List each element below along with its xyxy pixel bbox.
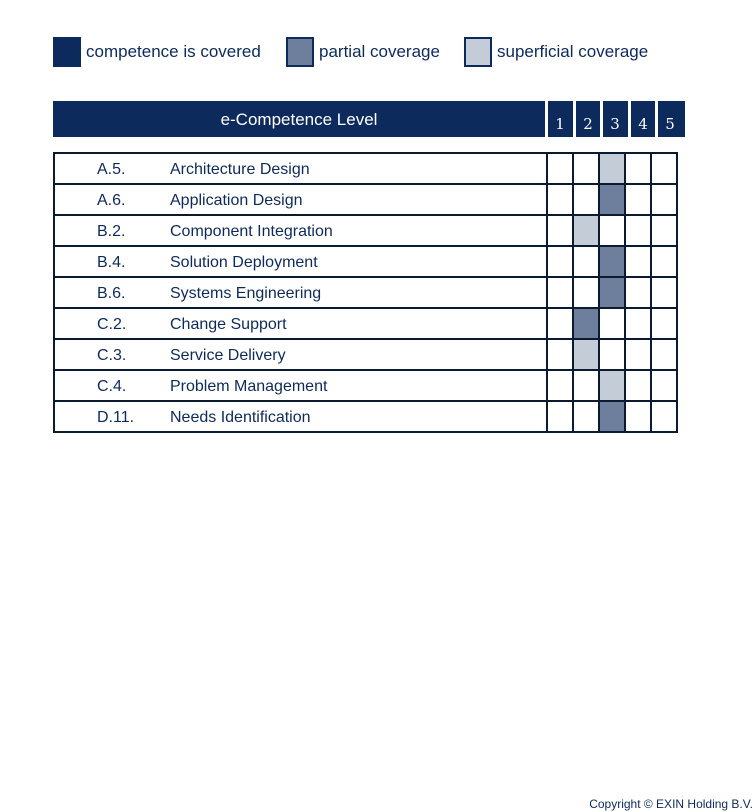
copyright-notice: Copyright © EXIN Holding B.V.	[589, 797, 753, 811]
table-row	[54, 401, 677, 432]
level-5-cell	[651, 215, 677, 246]
level-4-cell	[625, 277, 651, 308]
level-1-cell	[547, 215, 573, 246]
competence-name: Component Integration	[170, 223, 333, 240]
competence-table-body	[54, 153, 677, 432]
competence-name: Systems Engineering	[170, 285, 322, 302]
legend-item-superficial	[464, 35, 648, 69]
competence-code: C.4.	[97, 378, 127, 395]
competence-cell	[54, 308, 547, 339]
table-row	[54, 215, 677, 246]
level-4-cell	[625, 246, 651, 277]
table-row	[54, 246, 677, 277]
competence-name: Change Support	[170, 316, 287, 333]
level-2-cell	[573, 339, 599, 370]
legend-label-superficial: superficial coverage	[497, 42, 649, 61]
level-3-cell	[599, 215, 625, 246]
level-3-label: 3	[610, 115, 620, 133]
header-title: e-Competence Level	[220, 110, 378, 129]
level-1-cell	[547, 246, 573, 277]
level-1-label: 1	[555, 115, 565, 133]
level-2-cell	[573, 277, 599, 308]
level-2-cell	[573, 308, 599, 339]
competence-cell	[54, 215, 547, 246]
level-3-cell	[599, 277, 625, 308]
level-columns	[545, 101, 685, 137]
level-5-cell	[651, 339, 677, 370]
superficial-swatch	[464, 37, 492, 67]
table-row	[54, 277, 677, 308]
level-2-cell	[573, 401, 599, 432]
level-4-cell	[625, 184, 651, 215]
table-row	[54, 308, 677, 339]
level-1-cell	[547, 277, 573, 308]
competence-cell	[54, 401, 547, 432]
level-5-cell	[651, 370, 677, 401]
level-2-cell	[573, 370, 599, 401]
level-5-label: 5	[665, 115, 675, 133]
competence-table	[53, 152, 678, 433]
competence-code: B.6.	[97, 285, 126, 302]
competence-name: Application Design	[170, 192, 303, 209]
level-5-cell	[651, 308, 677, 339]
competence-cell	[54, 370, 547, 401]
level-1-cell	[547, 184, 573, 215]
level-5-cell	[651, 246, 677, 277]
legend-label-partial: partial coverage	[319, 42, 440, 61]
level-1-cell	[547, 308, 573, 339]
level-1-cell	[547, 370, 573, 401]
covered-swatch	[53, 37, 81, 67]
competence-cell	[54, 339, 547, 370]
level-4-cell	[625, 370, 651, 401]
table-row	[54, 339, 677, 370]
competence-header	[53, 101, 685, 137]
competence-code: C.2.	[97, 316, 127, 333]
table-row	[54, 153, 677, 184]
legend-item-covered	[53, 35, 261, 69]
partial-swatch	[286, 37, 314, 67]
table-row	[54, 184, 677, 215]
level-1-cell	[547, 339, 573, 370]
level-3-cell	[599, 370, 625, 401]
level-4-cell	[625, 215, 651, 246]
competence-cell	[54, 184, 547, 215]
level-5-cell	[651, 153, 677, 184]
legend-item-partial	[286, 35, 440, 69]
level-3-cell	[599, 246, 625, 277]
level-5-cell	[651, 401, 677, 432]
competence-name: Needs Identification	[170, 409, 311, 426]
level-1-cell	[547, 153, 573, 184]
level-3-cell	[599, 339, 625, 370]
level-3-cell	[599, 184, 625, 215]
competence-name: Service Delivery	[170, 347, 286, 364]
table-row	[54, 370, 677, 401]
level-5-cell	[651, 277, 677, 308]
legend-label-covered: competence is covered	[86, 42, 261, 61]
level-4-cell	[625, 339, 651, 370]
competence-code: C.3.	[97, 347, 127, 364]
competence-name: Solution Deployment	[170, 254, 318, 271]
level-1-cell	[547, 401, 573, 432]
competence-code: D.11.	[97, 409, 135, 426]
level-4-cell	[625, 153, 651, 184]
level-4-cell	[625, 308, 651, 339]
competence-code: B.2.	[97, 223, 126, 240]
competence-name: Architecture Design	[170, 161, 310, 178]
level-2-cell	[573, 246, 599, 277]
level-4-label: 4	[638, 115, 648, 133]
level-4-cell	[625, 401, 651, 432]
level-2-cell	[573, 153, 599, 184]
level-2-cell	[573, 184, 599, 215]
level-5-cell	[651, 184, 677, 215]
level-3-cell	[599, 401, 625, 432]
competence-cell	[54, 277, 547, 308]
competence-name: Problem Management	[170, 378, 328, 395]
competence-code: B.4.	[97, 254, 126, 271]
competence-cell	[54, 153, 547, 184]
level-2-label: 2	[583, 115, 593, 133]
level-2-cell	[573, 215, 599, 246]
competence-code: A.6.	[97, 192, 126, 209]
legend	[53, 35, 693, 69]
competence-code: A.5.	[97, 161, 126, 178]
level-3-cell	[599, 153, 625, 184]
level-3-cell	[599, 308, 625, 339]
competence-cell	[54, 246, 547, 277]
